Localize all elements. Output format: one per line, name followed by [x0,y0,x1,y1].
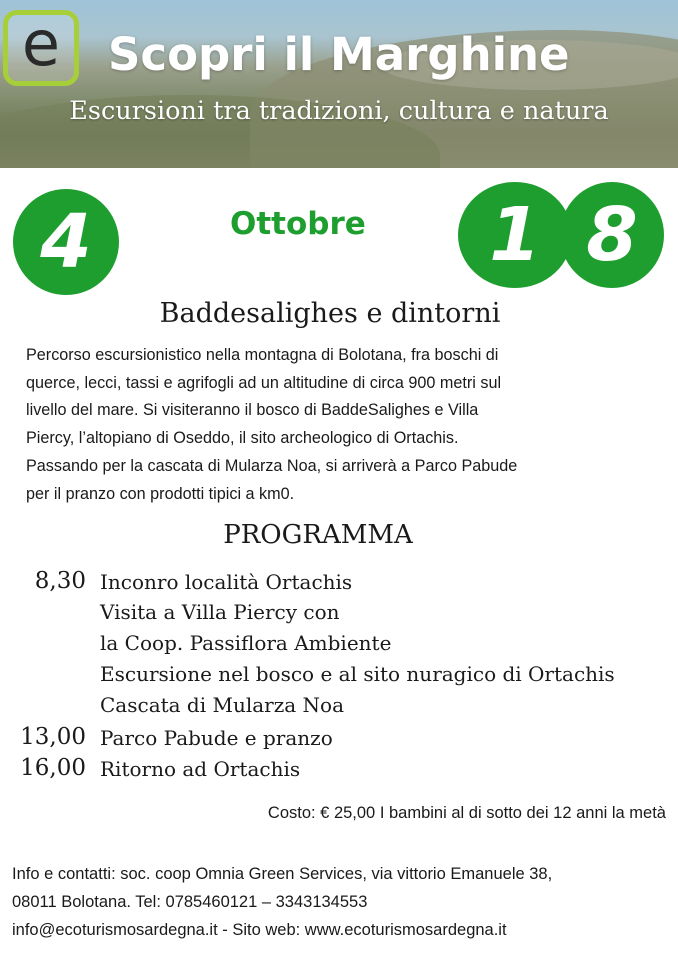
programma-time: 13,00 [20,724,86,750]
description-line: per il pranzo con prodotti tipici a km0. [26,484,295,503]
contact-line: Info e contatti: soc. coop Omnia Green Services, via vittorio Emanuele 38, [12,865,553,883]
page-subtitle: Escursioni tra tradizioni, cultura e natura [69,96,609,126]
programma-text: Cascata di Mularza Noa [100,693,345,717]
description-line: querce, lecci, tassi e agrifogli ad un altitudine di circa 900 metri sul [26,373,502,392]
end-day-badge-digit2: 8 [560,182,664,288]
programma-time: 16,00 [20,755,86,781]
month-label: Ottobre [230,206,366,242]
start-day-badge: 4 [13,189,119,295]
programma-text: Ritorno ad Ortachis [100,757,301,781]
programma-text: la Coop. Passiflora Ambiente [100,631,392,655]
event-title: Baddesalighes e dintorni [159,298,501,329]
programma-text: Visita a Villa Piercy con [100,600,340,624]
programma-text: Escursione nel bosco e al sito nuragico di Ortachis [100,662,615,686]
description-line: livello del mare. Si visiteranno il bosco di BaddeSalighes e Villa [26,401,479,420]
ecoturismo-logo [3,7,79,86]
contact-line: 08011 Bolotana. Tel: 0785460121 – 3343134553 [12,893,368,911]
description-line: Percorso escursionistico nella montagna di Bolotana, fra boschi di [26,346,499,364]
programma-text: Parco Pabude e pranzo [100,726,333,750]
end-day-badge-digit1: 1 [458,182,572,288]
header-banner [0,0,678,168]
contact-info [12,860,672,944]
contact-line: info@ecoturismosardegna.it - Sito web: www.ecoturismosardegna.it [12,921,507,939]
page-title: Scopri il Marghine [108,28,570,81]
event-description [26,342,666,508]
programma-time: 8,30 [34,568,86,594]
logo-letter: e [21,7,61,80]
description-line: Passando per la cascata di Mularza Noa, si arriverà a Parco Pabude [26,456,518,475]
programma-text: Inconro località Ortachis [100,570,353,594]
cost-info: Costo: € 25,00 I bambini al di sotto dei 12 anni la metà [267,804,666,822]
programma-heading: PROGRAMMA [223,520,413,550]
description-line: Piercy, l’altopiano di Oseddo, il sito archeologico di Ortachis. [26,429,459,448]
